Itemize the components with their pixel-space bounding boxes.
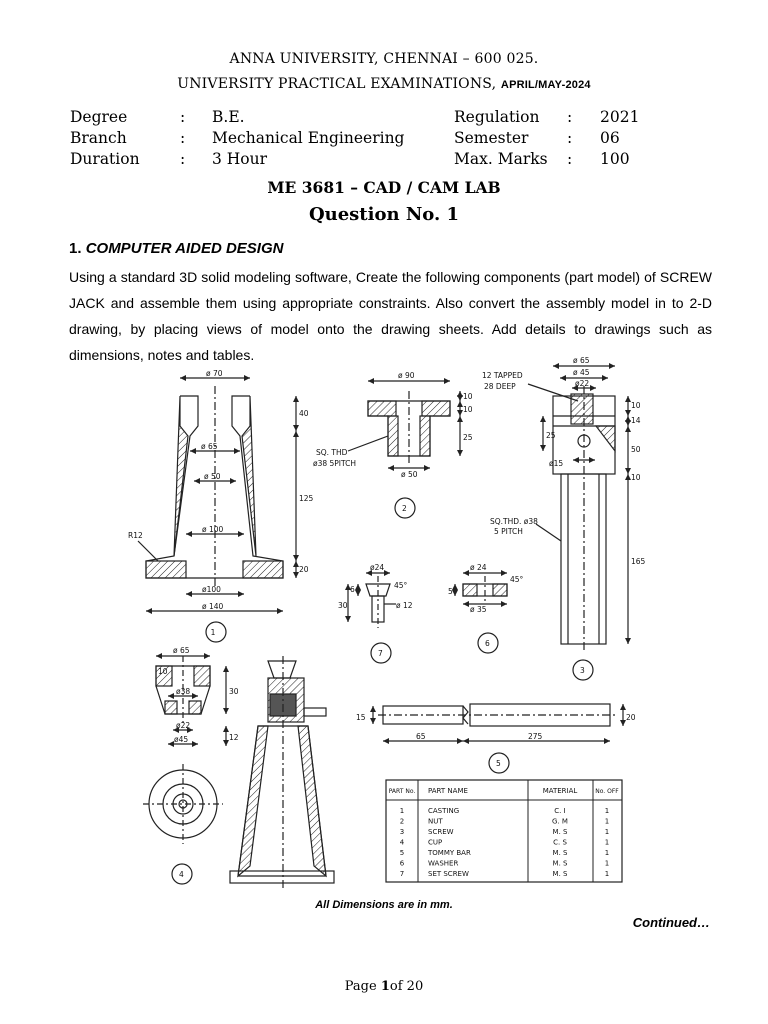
section-title: COMPUTER AIDED DESIGN	[85, 240, 284, 257]
dim-label: ø 50	[401, 470, 418, 479]
table-cell: 4	[399, 838, 405, 847]
exam-info-block	[70, 107, 670, 170]
dimensions-note: All Dimensions are in mm.	[315, 899, 453, 911]
info-row-duration	[70, 149, 670, 170]
info-value: B.E.	[212, 108, 245, 126]
dim-label: 10	[463, 392, 473, 401]
info-separator: :	[567, 150, 573, 168]
table-cell: C. I	[554, 807, 566, 815]
table-cell: M. S	[552, 870, 568, 878]
info-value: 3 Hour	[212, 150, 268, 168]
table-cell: TOMMY BAR	[428, 849, 471, 857]
part-number: 5	[496, 759, 501, 768]
part-number: 3	[580, 666, 585, 675]
table-cell: 5	[399, 849, 405, 857]
dim-label: 12	[229, 733, 239, 742]
info-value: Mechanical Engineering	[212, 129, 405, 147]
parts-table	[386, 780, 622, 882]
table-header-cell: No. OFF	[595, 788, 619, 795]
dim-label: ø45	[174, 735, 189, 744]
page-label: Page	[344, 979, 377, 994]
dim-label: 10	[463, 405, 473, 414]
part-number: 4	[179, 870, 184, 879]
table-cell: NUT	[428, 817, 443, 826]
dim-label: ø 140	[202, 602, 224, 611]
assembly-view	[230, 656, 334, 891]
table-cell: 1	[604, 807, 610, 815]
dim-label: ø 50	[204, 472, 221, 481]
dim-label: 165	[631, 557, 646, 566]
continued-note: Continued…	[632, 915, 710, 930]
dim-label: ø 65	[573, 356, 590, 365]
part2-nut	[348, 381, 460, 518]
table-cell: CUP	[428, 838, 443, 847]
dim-label: 45°	[510, 575, 524, 584]
dim-label: 15	[356, 713, 366, 722]
dim-label: 28 DEEP	[484, 382, 516, 391]
table-cell: SET SCREW	[428, 870, 469, 878]
table-cell: 1	[604, 849, 610, 857]
dim-label: 10	[158, 667, 168, 676]
table-cell: CASTING	[428, 807, 460, 815]
dim-label: 25	[463, 433, 473, 442]
table-header-cell: PART No.	[388, 788, 416, 795]
screw-jack-drawing-svg	[118, 356, 650, 912]
dim-label: 5	[448, 587, 453, 596]
table-cell: 6	[399, 859, 405, 868]
dim-label: ø 24	[470, 563, 487, 572]
table-cell: 7	[399, 870, 405, 878]
info-label: Semester	[454, 129, 529, 147]
table-cell: 3	[399, 828, 405, 836]
dim-label: 25	[546, 431, 556, 440]
dim-label: SQ. THD	[316, 448, 348, 457]
info-label: Duration	[70, 150, 140, 168]
part3-screw	[528, 366, 628, 680]
table-cell: 1	[604, 870, 610, 878]
table-cell: C. S	[553, 838, 567, 847]
dim-label: 50	[631, 445, 641, 454]
table-cell: 1	[604, 838, 610, 847]
info-value: 06	[600, 129, 620, 147]
dim-label: 14	[631, 416, 641, 425]
info-value: 100	[600, 150, 630, 168]
info-label: Degree	[70, 108, 128, 126]
info-separator: :	[567, 108, 573, 126]
dim-label: ø24	[370, 563, 385, 572]
dim-label: ø22	[575, 379, 590, 388]
table-cell: M. S	[552, 859, 568, 868]
dim-label: 5 PITCH	[494, 527, 523, 536]
dim-label: 30	[338, 601, 348, 610]
dim-label: 20	[299, 565, 309, 574]
table-cell: 1	[399, 807, 405, 815]
dim-label: R12	[128, 531, 143, 540]
instructions-paragraph	[69, 264, 712, 368]
part-number: 6	[485, 639, 490, 648]
page-of: of	[389, 979, 403, 994]
dim-label: 275	[528, 732, 543, 741]
table-cell: 1	[604, 817, 610, 826]
part-number: 7	[378, 649, 383, 658]
dim-label: ø 12	[396, 601, 413, 610]
table-header-cell: MATERIAL	[542, 787, 578, 795]
dim-label: ø 100	[202, 525, 224, 534]
info-separator: :	[180, 150, 186, 168]
dim-label: 6	[350, 585, 355, 594]
course-title: ME 3681 – CAD / CAM LAB	[267, 178, 501, 197]
dim-label: ø 90	[398, 371, 415, 380]
dim-label: SQ.THD. ø38	[490, 517, 538, 526]
table-header-cell: PART NAME	[428, 787, 468, 795]
dim-label: ø 70	[206, 369, 223, 378]
page-number	[0, 979, 768, 994]
section-number: 1.	[69, 240, 82, 257]
table-cell: 1	[604, 828, 610, 836]
question-number: Question No. 1	[308, 204, 460, 225]
table-cell: M. S	[552, 849, 568, 857]
dim-label: ø 65	[173, 646, 190, 655]
info-label: Max. Marks	[454, 150, 548, 168]
dim-label: 125	[299, 494, 314, 503]
info-value: 2021	[600, 108, 640, 126]
table-cell: WASHER	[428, 859, 459, 868]
table-cell: G. M	[552, 817, 568, 826]
page-total: 20	[406, 979, 424, 994]
info-label: Regulation	[454, 108, 540, 126]
dim-label: ø38	[176, 687, 191, 696]
page-current: 1	[380, 979, 390, 994]
university-heading: ANNA UNIVERSITY, CHENNAI – 600 025.	[229, 51, 539, 67]
part-number: 2	[402, 504, 407, 513]
info-row-branch	[70, 128, 670, 149]
screw-jack-drawing	[118, 356, 650, 912]
table-cell: 2	[399, 817, 405, 826]
dim-label: 20	[626, 713, 636, 722]
table-cell: M. S	[552, 828, 568, 836]
dim-label: 40	[299, 409, 309, 418]
info-row-degree	[70, 107, 670, 128]
dim-label: ø 35	[470, 605, 487, 614]
info-separator: :	[180, 108, 186, 126]
dim-label: 12 TAPPED	[482, 371, 523, 380]
dim-label: ø 65	[201, 442, 218, 451]
dim-label: ø22	[176, 721, 191, 730]
dim-label: 10	[631, 473, 641, 482]
dim-label: 10	[631, 401, 641, 410]
dim-label: ø100	[202, 585, 221, 594]
exam-heading	[0, 76, 768, 92]
dim-label: ø15	[549, 459, 564, 468]
dim-label: 65	[416, 732, 426, 741]
part7-set-screw	[348, 573, 396, 663]
dim-label: 45°	[394, 581, 408, 590]
exam-session: APRIL/MAY-2024	[500, 79, 591, 91]
dim-label: 30	[229, 687, 239, 696]
exam-title: UNIVERSITY PRACTICAL EXAMINATIONS,	[177, 76, 497, 92]
info-separator: :	[180, 129, 186, 147]
table-cell: 1	[604, 859, 610, 868]
dim-label: ø 45	[573, 368, 590, 377]
info-label: Branch	[70, 129, 127, 147]
dim-label: ø38 5PITCH	[313, 459, 357, 468]
part-number: 1	[210, 628, 216, 637]
section-heading	[69, 240, 283, 257]
info-separator: :	[567, 129, 573, 147]
instructions-text: Using a standard 3D solid modeling software, Create the following components (part model) of SCREW JACK and assemble them using appropriate constraints. Also convert the assembly model in to 2-D drawing, by placing views of model onto the drawing sheets. Add details to drawings such as dimensions, notes and tables.	[69, 269, 712, 363]
table-cell: SCREW	[428, 828, 454, 836]
